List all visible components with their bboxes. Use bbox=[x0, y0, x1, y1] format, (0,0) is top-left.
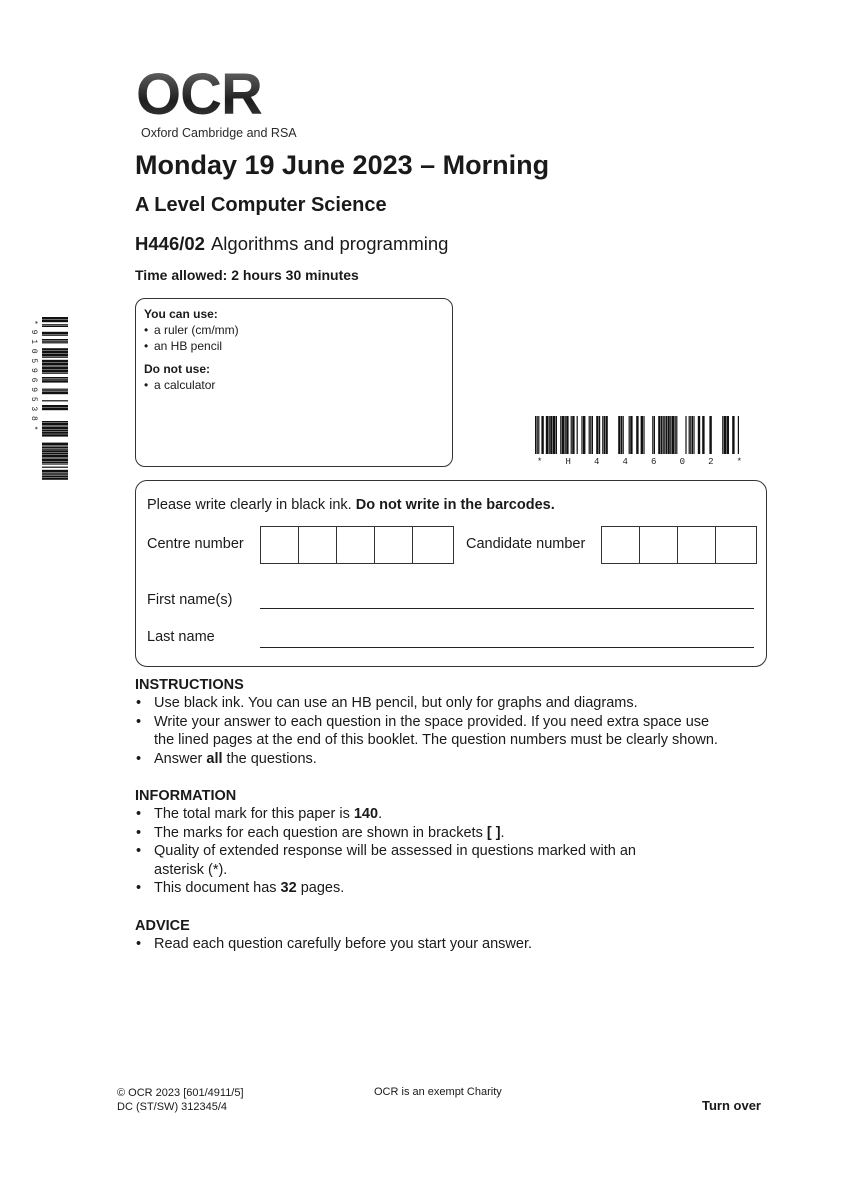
barcode-bar bbox=[42, 335, 68, 336]
information-item bbox=[135, 824, 775, 843]
time-allowed: Time allowed: 2 hours 30 minutes bbox=[135, 267, 359, 283]
barcode-bar bbox=[664, 416, 665, 454]
exam-date: Monday 19 June 2023 – Morning bbox=[135, 150, 550, 180]
information-text: . bbox=[500, 824, 505, 841]
advice-item: • Read each question carefully before you start your answer. bbox=[135, 935, 775, 954]
information-item bbox=[135, 805, 775, 824]
barcode-bar bbox=[42, 423, 68, 425]
barcode-bar bbox=[685, 416, 686, 454]
barcode-bar bbox=[42, 447, 68, 448]
advice-list bbox=[135, 935, 775, 954]
information-text: pages. bbox=[296, 880, 345, 896]
barcode-bar bbox=[42, 463, 68, 464]
barcode-bar bbox=[541, 416, 543, 454]
cannot-use-list bbox=[144, 377, 444, 393]
barcode-bar bbox=[583, 416, 585, 454]
barcode-bar bbox=[571, 416, 572, 454]
centre-number-label: Centre number bbox=[147, 536, 244, 552]
barcode-bar bbox=[636, 416, 638, 454]
centre-number-digit[interactable] bbox=[261, 527, 299, 563]
barcode-bar bbox=[732, 416, 734, 454]
instruction-item bbox=[135, 713, 775, 750]
barcode-bar bbox=[42, 427, 68, 429]
ocr-logo-mark: OCR bbox=[136, 66, 297, 124]
barcode-bar bbox=[623, 416, 624, 454]
barcode-bar bbox=[629, 416, 630, 454]
paper-title: Algorithms and programming bbox=[210, 233, 449, 254]
barcode-bar bbox=[42, 473, 68, 474]
information-text: The marks for each question are shown in brackets bbox=[154, 824, 487, 841]
barcode-bar bbox=[42, 449, 68, 450]
barcode-bar bbox=[42, 431, 68, 433]
instructions-list bbox=[135, 694, 775, 768]
instruction-item-line: the lined pages at the end of this booklet. The question numbers must be clearly shown. bbox=[154, 732, 718, 748]
barcode-bar bbox=[599, 416, 600, 454]
information-line: Quality of extended response will be assessed in questions marked with an bbox=[154, 843, 636, 859]
barcode-bar bbox=[562, 416, 564, 454]
exam-subject: A Level Computer Science bbox=[135, 194, 387, 216]
ink-instruction bbox=[147, 497, 555, 513]
barcode-bar bbox=[538, 416, 539, 454]
can-use-list bbox=[144, 322, 444, 354]
barcode-bar bbox=[42, 363, 68, 365]
barcode-bar bbox=[621, 416, 622, 454]
barcode-bar bbox=[675, 416, 676, 454]
advice-heading: ADVICE bbox=[135, 918, 190, 934]
barcode-bar bbox=[42, 379, 68, 380]
barcode-bar bbox=[42, 392, 68, 394]
barcode-bar bbox=[42, 408, 68, 410]
instruction-item-line: Write your answer to each question in the space provided. If you need extra space use bbox=[154, 713, 710, 730]
barcode-bar bbox=[42, 467, 68, 468]
centre-number-digit[interactable] bbox=[413, 527, 451, 563]
candidate-details-box bbox=[135, 480, 767, 667]
copyright-text: © OCR 2023 [601/4911/5] bbox=[117, 1087, 244, 1099]
barcode-bar bbox=[596, 416, 598, 454]
barcode-bar bbox=[553, 416, 555, 454]
ocr-logo-subtitle: Oxford Cambridge and RSA bbox=[141, 126, 297, 140]
barcode-bar bbox=[42, 434, 68, 436]
barcode-bar bbox=[692, 416, 693, 454]
information-text: This document has bbox=[154, 880, 281, 896]
candidate-number-field[interactable] bbox=[601, 526, 757, 564]
barcode-bar bbox=[676, 416, 677, 454]
barcode-bar bbox=[42, 443, 68, 445]
barcode-bar bbox=[42, 421, 68, 422]
information-heading: INFORMATION bbox=[135, 788, 237, 804]
vertical-barcode bbox=[29, 317, 69, 482]
barcode-bar bbox=[709, 416, 711, 454]
barcode-bar bbox=[698, 416, 700, 454]
can-use-item: • an HB pencil bbox=[144, 338, 444, 354]
barcode-bar bbox=[42, 342, 68, 343]
barcode-bar bbox=[602, 416, 603, 454]
barcode-warning: Do not write in the barcodes. bbox=[355, 497, 555, 513]
paper-barcode bbox=[535, 416, 745, 466]
instructions-heading: INSTRUCTIONS bbox=[135, 677, 244, 693]
barcode-bar bbox=[42, 477, 68, 479]
barcode-bar bbox=[537, 416, 538, 454]
barcode-bar bbox=[42, 476, 68, 477]
barcode-bar bbox=[42, 389, 68, 390]
information-line: asterisk (*). bbox=[154, 861, 228, 878]
barcode-bar bbox=[658, 416, 660, 454]
barcode-bar bbox=[550, 416, 552, 454]
barcode-bar bbox=[42, 351, 68, 353]
barcode-bar bbox=[643, 416, 644, 454]
barcode-bar bbox=[604, 416, 605, 454]
barcode-bar bbox=[42, 445, 68, 446]
information-list bbox=[135, 805, 775, 898]
barcode-bar bbox=[618, 416, 620, 454]
paper-barcode-text: * H 4 4 6 0 2 * bbox=[537, 457, 742, 466]
barcode-bar bbox=[652, 416, 653, 454]
barcode-bar bbox=[663, 416, 664, 454]
barcode-bar bbox=[592, 416, 593, 454]
barcode-bar bbox=[42, 405, 68, 407]
centre-number-field[interactable] bbox=[260, 526, 454, 564]
barcode-bar bbox=[690, 416, 691, 454]
candidate-number-digit[interactable] bbox=[640, 527, 678, 563]
cannot-use-item: • a calculator bbox=[144, 377, 444, 393]
centre-number-digit[interactable] bbox=[337, 527, 375, 563]
candidate-number-digit[interactable] bbox=[602, 527, 640, 563]
barcode-bar bbox=[42, 365, 68, 366]
barcode-bar bbox=[722, 416, 723, 454]
barcode-bar bbox=[689, 416, 690, 454]
barcode-bar bbox=[42, 425, 68, 426]
barcode-bar bbox=[42, 320, 68, 322]
barcode-bar bbox=[42, 474, 68, 475]
barcode-bar bbox=[42, 348, 68, 350]
equipment-box bbox=[135, 298, 453, 467]
barcode-bar bbox=[42, 470, 68, 472]
information-section bbox=[135, 788, 775, 898]
candidate-number-digit[interactable] bbox=[678, 527, 716, 563]
barcode-bar bbox=[42, 450, 68, 452]
barcode-bar bbox=[589, 416, 590, 454]
barcode-bar bbox=[42, 317, 68, 319]
advice-section bbox=[135, 918, 775, 954]
barcode-bar bbox=[565, 416, 566, 454]
last-name-label: Last name bbox=[147, 629, 215, 645]
barcode-bar bbox=[572, 416, 574, 454]
barcode-bar bbox=[581, 416, 582, 454]
barcode-bar bbox=[702, 416, 704, 454]
barcode-bar bbox=[560, 416, 561, 454]
instruction-item bbox=[135, 750, 775, 769]
instruction-text: the questions. bbox=[222, 750, 317, 767]
candidate-number-digit[interactable] bbox=[716, 527, 754, 563]
barcode-bar bbox=[738, 416, 739, 454]
information-text: The total mark for this paper is bbox=[154, 806, 354, 822]
barcode-bar bbox=[42, 354, 68, 356]
barcode-bar bbox=[42, 390, 68, 391]
instruction-emphasis: all bbox=[206, 750, 223, 767]
footer-codes bbox=[117, 1086, 244, 1114]
barcode-bar bbox=[42, 453, 68, 454]
barcode-bar bbox=[42, 367, 68, 369]
barcode-bar bbox=[42, 457, 68, 458]
barcode-bar bbox=[42, 373, 68, 374]
barcode-bar bbox=[605, 416, 607, 454]
barcode-bar bbox=[672, 416, 674, 454]
candidate-number-label: Candidate number bbox=[466, 536, 586, 552]
barcode-bar bbox=[577, 416, 578, 454]
barcode-bar bbox=[42, 360, 68, 362]
ink-instruction-text: Please write clearly in black ink. bbox=[147, 497, 356, 513]
first-name-label: First name(s) bbox=[147, 592, 233, 608]
barcode-bar bbox=[667, 416, 669, 454]
barcode-bar bbox=[630, 416, 632, 454]
barcode-bar bbox=[590, 416, 591, 454]
instruction-text: Answer bbox=[154, 750, 207, 767]
barcode-bar bbox=[42, 332, 68, 334]
barcode-bar bbox=[566, 416, 568, 454]
can-use-item: • a ruler (cm/mm) bbox=[144, 322, 444, 338]
barcode-bar bbox=[727, 416, 729, 454]
barcode-bar bbox=[654, 416, 655, 454]
barcode-bar bbox=[556, 416, 557, 454]
can-use-heading: You can use: bbox=[144, 307, 218, 321]
barcode-bar bbox=[42, 370, 68, 372]
barcode-bar bbox=[42, 326, 68, 327]
information-item bbox=[135, 879, 775, 898]
total-mark: 140 bbox=[353, 806, 379, 822]
last-name-field[interactable] bbox=[260, 647, 754, 648]
cannot-use-heading: Do not use: bbox=[144, 362, 210, 376]
barcode-bar bbox=[42, 462, 68, 463]
barcode-bar bbox=[42, 459, 68, 461]
instructions-section bbox=[135, 677, 775, 768]
vertical-barcode-text: * 9 1 0 5 9 6 9 5 3 8 * bbox=[29, 320, 38, 431]
marks-brackets: [ ] bbox=[486, 824, 501, 841]
barcode-bar bbox=[42, 341, 68, 342]
barcode-bar bbox=[724, 416, 726, 454]
barcode-bar bbox=[42, 380, 68, 382]
ocr-logo bbox=[136, 62, 297, 140]
barcode-bar bbox=[549, 416, 550, 454]
document-code: DC (ST/SW) 312345/4 bbox=[117, 1101, 228, 1113]
barcode-bar bbox=[693, 416, 694, 454]
charity-note: OCR is an exempt Charity bbox=[374, 1086, 502, 1098]
information-text: . bbox=[378, 806, 383, 822]
barcode-bar bbox=[670, 416, 671, 454]
paper-code: H446/02 bbox=[135, 233, 205, 254]
information-item bbox=[135, 842, 775, 879]
barcode-bar bbox=[42, 324, 68, 325]
centre-number-digit[interactable] bbox=[299, 527, 337, 563]
centre-number-digit[interactable] bbox=[375, 527, 413, 563]
barcode-bar bbox=[661, 416, 662, 454]
instruction-item: • Use black ink. You can use an HB pencil, but only for graphs and diagrams. bbox=[135, 694, 775, 713]
barcode-bar bbox=[42, 357, 68, 358]
barcode-bar bbox=[535, 416, 536, 454]
barcode-bar bbox=[641, 416, 643, 454]
first-name-field[interactable] bbox=[260, 608, 754, 609]
barcode-bar bbox=[42, 430, 68, 431]
page-count: 32 bbox=[280, 880, 297, 896]
turn-over-label: Turn over bbox=[702, 1098, 761, 1113]
exam-paper bbox=[135, 233, 448, 255]
barcode-bar bbox=[42, 377, 68, 378]
barcode-bar bbox=[42, 339, 68, 340]
barcode-bar bbox=[42, 400, 68, 401]
barcode-bar bbox=[42, 455, 68, 457]
barcode-bar bbox=[666, 416, 667, 454]
barcode-bar bbox=[546, 416, 548, 454]
